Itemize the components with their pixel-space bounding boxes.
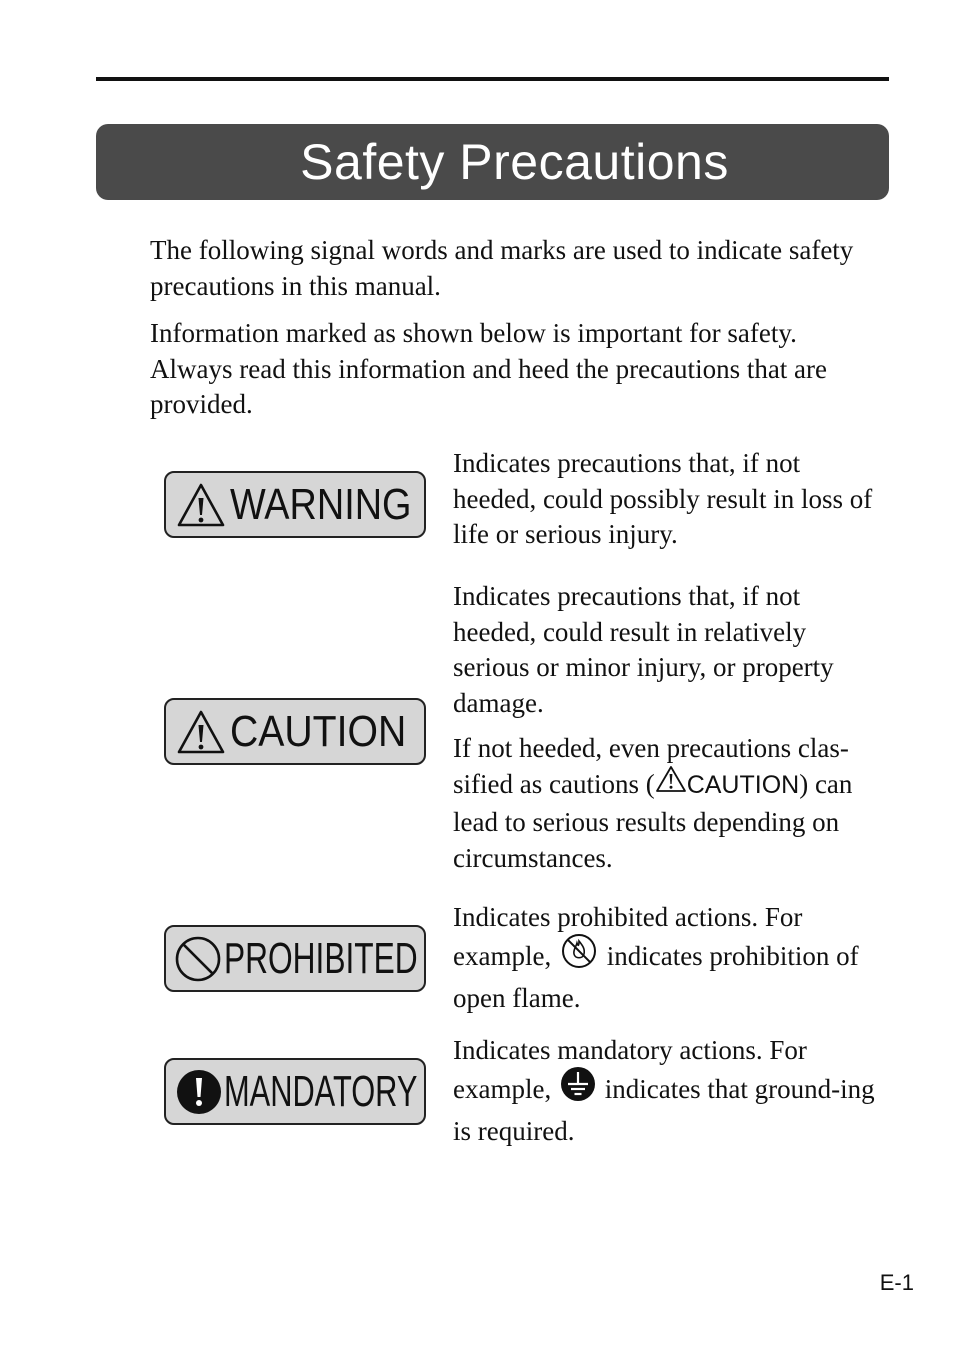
- caution-badge: [164, 698, 426, 765]
- prohibited-circle-icon: [174, 935, 222, 983]
- mandatory-label: MANDATORY: [224, 1066, 418, 1116]
- warning-badge: [164, 471, 426, 538]
- warning-triangle-icon: [176, 709, 226, 755]
- ground-icon: [558, 1066, 598, 1112]
- mandatory-desc-after: indicates that ground-ing is required.: [453, 1073, 875, 1146]
- mandatory-badge: [164, 1058, 426, 1125]
- prohibited-desc-after: indicates prohibition of open flame.: [453, 940, 859, 1013]
- mandatory-desc-before: Indicates mandatory actions. For example,: [453, 1035, 807, 1104]
- caution-note: [453, 731, 883, 876]
- no-open-flame-icon: [558, 933, 600, 979]
- mandatory-exclamation-icon: [176, 1069, 222, 1115]
- warning-description: Indicates precautions that, if not heeded, could possibly result in loss of life or serious injury.: [453, 448, 873, 549]
- page-number: E-1: [879, 1270, 914, 1295]
- caution-note-before: If not heeded, even precautions clas-sified as cautions (: [453, 733, 849, 799]
- top-rule: [96, 77, 889, 81]
- warning-triangle-icon: [176, 482, 226, 528]
- warning-triangle-icon: [655, 765, 687, 803]
- caution-inline-label: CAUTION: [686, 770, 800, 799]
- prohibited-description: [453, 900, 883, 1017]
- prohibited-desc-before: Indicates prohibited actions. For example,: [453, 902, 803, 971]
- caution-label: CAUTION: [230, 706, 407, 756]
- warning-label: WARNING: [230, 479, 412, 529]
- title-bar: [96, 124, 889, 200]
- page-title: Safety Precautions: [300, 134, 729, 190]
- caution-note-after: ) can lead to serious results depending on circumstances.: [453, 768, 853, 873]
- intro-paragraph-2: Information marked as shown below is important for safety. Always read this information and heed the precautions that are provided.: [150, 318, 828, 419]
- caution-description: Indicates precautions that, if not heeded, could result in relatively serious or minor injury, or property damage.: [453, 581, 834, 718]
- mandatory-description: [453, 1033, 883, 1150]
- prohibited-label: PROHIBITED: [224, 933, 418, 983]
- intro-paragraph-1: The following signal words and marks are used to indicate safety precautions in this manual.: [150, 235, 854, 301]
- prohibited-badge: [164, 925, 426, 992]
